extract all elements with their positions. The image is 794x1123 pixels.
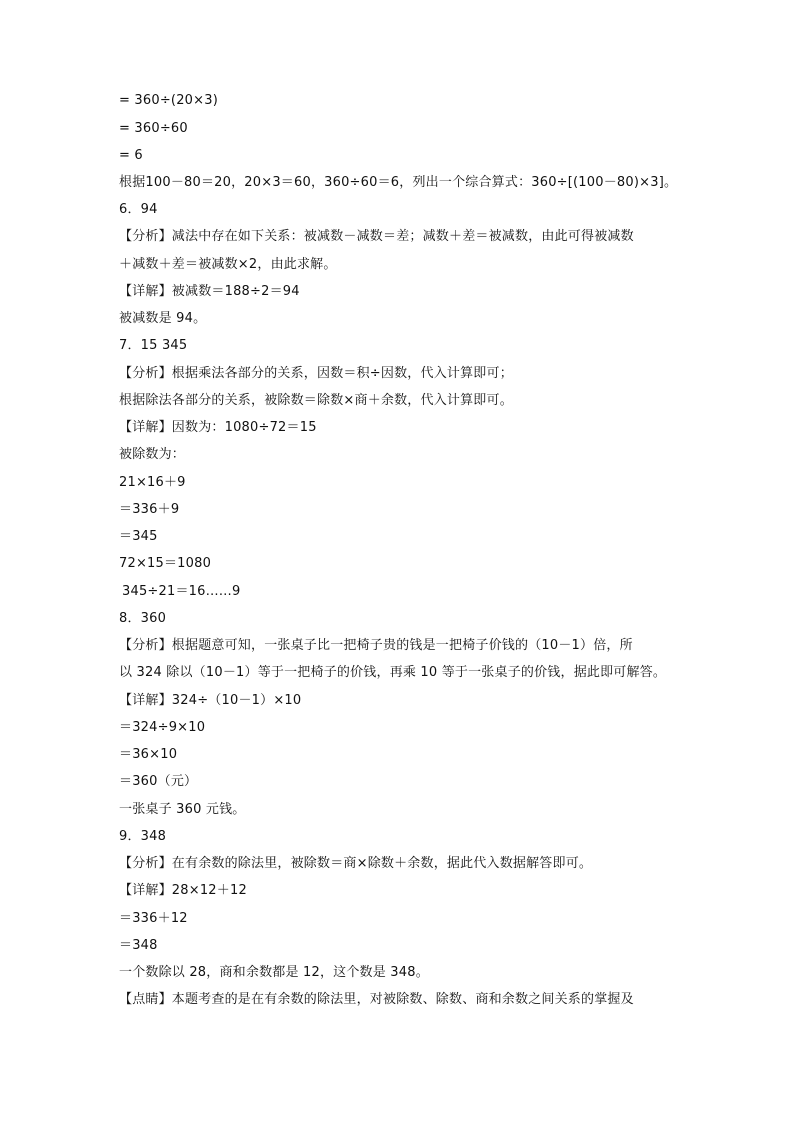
solution-8-line-2: ＝324÷9×10 [119, 720, 206, 735]
analysis-8-line-2: 以 324 除以（10－1）等于一把椅子的价钱，再乘 10 等于一张桌子的价钱，据此即可解答。 [119, 665, 667, 680]
conclusion-6: 被减数是 94。 [119, 311, 207, 326]
analysis-7-line-1: 【分析】根据乘法各部分的关系，因数＝积÷因数，代入计算即可； [119, 366, 513, 381]
comment-9: 【点睛】本题考查的是在有余数的除法里，对被除数、除数、商和余数之间关系的掌握及 [119, 992, 634, 1007]
solution-7-line-6: 72×15＝1080 [119, 556, 212, 571]
solution-7-line-5: ＝345 [119, 529, 158, 544]
text-line-1: = 360÷(20×3) [119, 93, 218, 108]
text-line-2: = 360÷60 [119, 121, 188, 136]
text-line-3: = 6 [119, 148, 143, 163]
solution-8-line-1: 【详解】324÷（10－1）×10 [119, 693, 302, 708]
conclusion-8: 一张桌子 360 元钱。 [119, 802, 246, 817]
question-7-answer: 7．15 345 [119, 338, 188, 353]
analysis-6-line-1: 【分析】减法中存在如下关系：被减数－减数＝差；减数＋差＝被减数，由此可得被减数 [119, 229, 634, 244]
solution-8-line-4: ＝360（元） [119, 774, 198, 789]
analysis-9: 【分析】在有余数的除法里，被除数＝商×除数＋余数，据此代入数据解答即可。 [119, 856, 593, 871]
solution-7-line-1: 【详解】因数为：1080÷72＝15 [119, 420, 317, 435]
solution-8-line-3: ＝36×10 [119, 747, 178, 762]
analysis-7-line-2: 根据除法各部分的关系，被除数＝除数×商＋余数，代入计算即可。 [119, 393, 513, 408]
question-9-answer: 9．348 [119, 829, 167, 844]
solution-9-line-3: ＝348 [119, 938, 158, 953]
solution-7-line-3: 21×16＋9 [119, 475, 186, 490]
solution-6: 【详解】被减数＝188÷2＝94 [119, 284, 300, 299]
text-line-4: 根据100－80＝20，20×3＝60，360÷60＝6，列出一个综合算式：360÷[(100－80)×3]。 [119, 175, 678, 190]
solution-9-line-2: ＝336＋12 [119, 911, 188, 926]
analysis-8-line-1: 【分析】根据题意可知，一张桌子比一把椅子贵的钱是一把椅子价钱的（10－1）倍，所 [119, 638, 633, 653]
solution-7-line-4: ＝336＋9 [119, 502, 180, 517]
conclusion-9: 一个数除以 28，商和余数都是 12，这个数是 348。 [119, 965, 429, 980]
solution-9-line-1: 【详解】28×12＋12 [119, 883, 247, 898]
solution-7-line-7: 345÷21＝16……9 [122, 584, 241, 599]
question-6-answer: 6．94 [119, 202, 158, 217]
solution-7-line-2: 被除数为： [119, 447, 186, 462]
analysis-6-line-2: ＋减数＋差＝被减数×2，由此求解。 [119, 257, 337, 272]
question-8-answer: 8．360 [119, 611, 167, 626]
